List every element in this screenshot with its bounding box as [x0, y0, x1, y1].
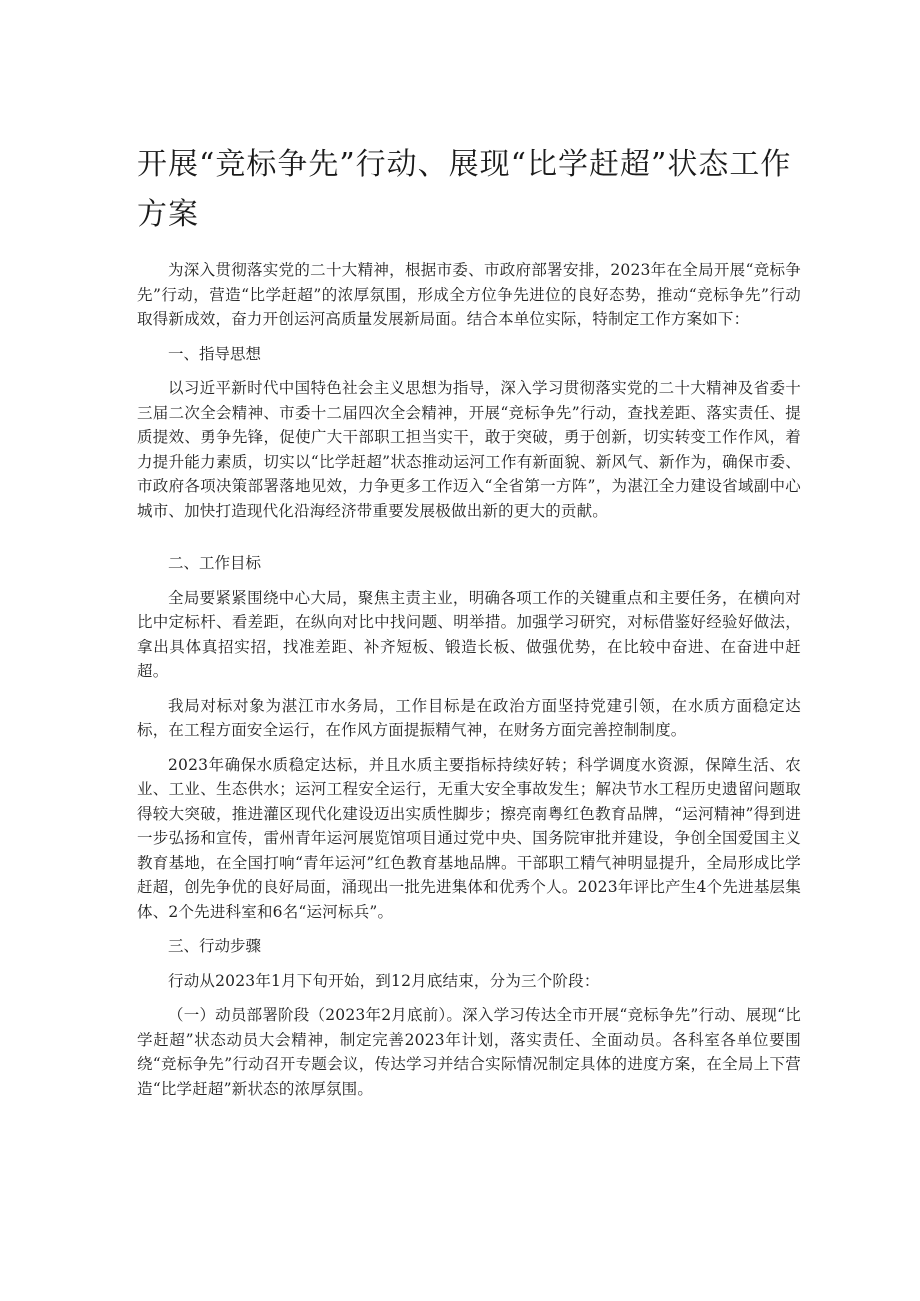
document-page: [137, 140, 801, 1111]
section2-paragraph: 2023年确保水质稳定达标，并且水质主要指标持续好转；科学调度水资源，保障生活、农业、工业、生态供水；运河工程安全运行，无重大安全事故发生；解决节水工程历史遗留问题取得较大突破，推进灌区现代化建设迈出实质性脚步；擦亮南粤红色教育品牌，“运河精神”得到进一步弘扬和宣传，雷州青年运河展览馆项目通过党中央、国务院审批并建设，争创全国爱国主义教育基地，在全国打响“青年运河”红色教育基地品牌。干部职工精气神明显提升，全局形成比学赶超，创先争优的良好局面，涌现出一批先进集体和优秀个人。2023年评比产生4个先进基层集体、2个先进科室和6名“运河标兵”。: [137, 755, 801, 921]
document-title: 开展“竞标争先”行动、展现“比学赶超”状态工作方案: [137, 147, 792, 232]
section3-paragraph: 行动从2023年1月下旬开始，到12月底结束，分为三个阶段：: [168, 971, 600, 990]
intro-paragraph: 为深入贯彻落实党的二十大精神，根据市委、市政府部署安排，2023年在全局开展“竞标争先”行动，营造“比学赶超”的浓厚氛围，形成全方位争先进位的良好态势，推动“竞标争先”行动取得新成效，奋力开创运河高质量发展新局面。结合本单位实际，特制定工作方案如下：: [137, 261, 801, 328]
section-heading-work-goals: 二、工作目标: [168, 554, 262, 572]
section2-paragraph: 全局要紧紧围绕中心大局，聚焦主责主业，明确各项工作的关键重点和主要任务，在横向对比中定标杆、看差距，在纵向对比中找问题、明举措。加强学习研究，对标借鉴好经验好做法，拿出具体真招实招，找准差距、补齐短板、锻造长板、做强优势，在比较中奋进、在奋进中赶超。: [137, 588, 801, 680]
section-heading-action-steps: 三、行动步骤: [168, 937, 262, 955]
section1-paragraph: 以习近平新时代中国特色社会主义思想为指导，深入学习贯彻落实党的二十大精神及省委十三届二次全会精神、市委十二届四次全会精神，开展“竞标争先”行动，查找差距、落实责任、提质提效、勇争先锋，促使广大干部职工担当实干，敢于突破，勇于创新，切实转变工作作风，着力提升能力素质，切实以“比学赶超”状态推动运河工作有新面貌、新风气、新作为，确保市委、市政府各项决策部署落地见效，力争更多工作迈入“全省第一方阵”，为湛江全力建设省域副中心城市、加快打造现代化沿海经济带重要发展极做出新的更大的贡献。: [137, 379, 801, 520]
section3-paragraph: （一）动员部署阶段（2023年2月底前）。深入学习传达全市开展“竞标争先”行动、展现“比学赶超”状态动员大会精神，制定完善2023年计划，落实责任、全面动员。各科室各单位要围绕“竞标争先”行动召开专题会议，传达学习并结合实际情况制定具体的进度方案，在全局上下营造“比学赶超”新状态的浓厚氛围。: [137, 1006, 801, 1098]
section2-paragraph: 我局对标对象为湛江市水务局，工作目标是在政治方面坚持党建引领，在水质方面稳定达标，在工程方面安全运行，在作风方面提振精气神，在财务方面完善控制制度。: [137, 696, 801, 739]
section-heading-guiding-ideology: 一、指导思想: [168, 344, 262, 363]
